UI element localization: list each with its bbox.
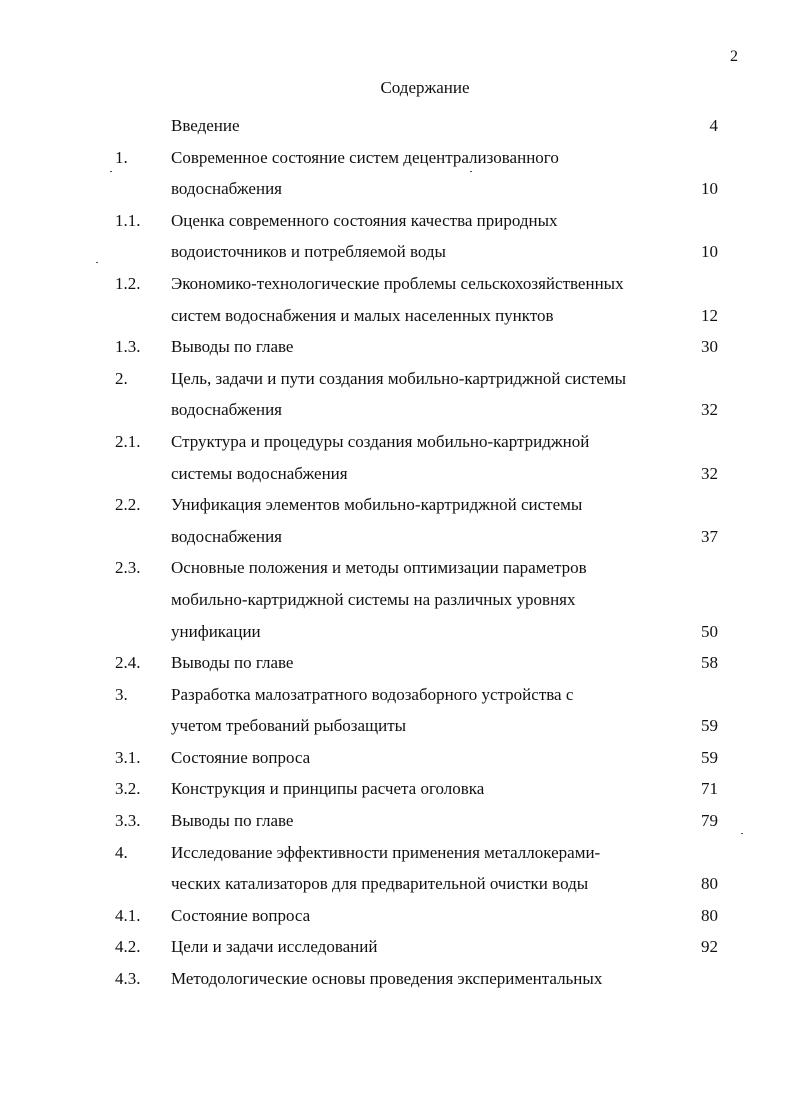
- toc-line: [0, 616, 794, 648]
- toc-entry-page: 12: [701, 305, 718, 325]
- toc-entry-title: водоисточников и потребляемой воды: [171, 242, 446, 262]
- toc-line: [0, 710, 794, 742]
- toc-entry-title: системы водоснабжения: [171, 463, 348, 483]
- toc-entry-number: 2.3.: [115, 558, 141, 578]
- toc-entry: [0, 742, 794, 774]
- toc-entry-page: 79: [701, 811, 718, 831]
- toc-entry-page: 32: [701, 463, 718, 483]
- toc-entry-title: Состояние вопроса: [171, 747, 311, 767]
- toc-entry-number: 2.4.: [115, 653, 141, 673]
- toc-entry-title: систем водоснабжения и малых населенных пунктов: [171, 305, 554, 325]
- toc-entry-page: 37: [701, 526, 718, 546]
- toc-entry-number: 1.: [115, 147, 128, 167]
- toc-line: [0, 426, 794, 458]
- toc-entry-number: 4.3.: [115, 969, 141, 989]
- toc-line: [0, 805, 794, 837]
- page-title: Содержание: [380, 78, 470, 97]
- toc-entry-title: Экономико-технологические проблемы сельскохозяйственных: [171, 273, 624, 293]
- toc-entry-title: Конструкция и принципы расчета оголовка: [171, 779, 485, 799]
- toc-entry-number: 4.: [115, 842, 128, 862]
- toc-entry: [0, 805, 794, 837]
- toc-entry-number: 4.1.: [115, 905, 141, 925]
- toc-entry-title: водоснабжения: [171, 400, 282, 420]
- toc-line: [0, 647, 794, 679]
- toc-entry: [0, 647, 794, 679]
- toc-entry-title: Выводы по главе: [171, 337, 294, 357]
- toc-entry: [0, 426, 794, 489]
- toc-line: [0, 363, 794, 395]
- toc-line: [0, 110, 794, 142]
- toc-entry-page: 92: [701, 937, 718, 957]
- toc-line: [0, 868, 794, 900]
- toc-entry: [0, 363, 794, 426]
- toc-entry-title: Выводы по главе: [171, 811, 294, 831]
- toc-entry-title: водоснабжения: [171, 526, 282, 546]
- toc-entry-title: унификации: [171, 621, 261, 641]
- toc-line: [0, 300, 794, 332]
- toc-entry-title: Основные положения и методы оптимизации параметров: [171, 558, 587, 578]
- toc-entry: [0, 931, 794, 963]
- toc-entry-title: Исследование эффективности применения металлокерами-: [171, 842, 601, 862]
- scan-speck: [470, 171, 472, 172]
- toc-line: [0, 742, 794, 774]
- toc-line: [0, 394, 794, 426]
- table-of-contents: [0, 110, 794, 995]
- toc-entry-page: 58: [701, 653, 718, 673]
- toc-entry-page: 59: [701, 716, 718, 736]
- toc-entry: [0, 205, 794, 268]
- toc-entry-page: 4: [709, 116, 718, 135]
- toc-entry-title: Структура и процедуры создания мобильно-картриджной: [171, 431, 590, 451]
- toc-entry-number: 2.: [115, 368, 128, 388]
- scan-speck: [741, 833, 743, 834]
- toc-entry-page: 32: [701, 400, 718, 420]
- toc-entry-title: Цели и задачи исследований: [171, 937, 378, 957]
- toc-entry-title: учетом требований рыбозащиты: [171, 716, 407, 736]
- toc-line: [0, 900, 794, 932]
- toc-entry-title: Современное состояние систем децентрализованного: [171, 147, 559, 167]
- toc-entry-title: мобильно-картриджной системы на различных уровнях: [171, 589, 576, 609]
- toc-line: [0, 205, 794, 237]
- toc-entry-number: 1.1.: [115, 210, 141, 230]
- toc-entry-page: 80: [701, 874, 718, 894]
- toc-entry-title: Разработка малозатратного водозаборного устройства с: [171, 684, 574, 704]
- toc-entry: [0, 837, 794, 900]
- toc-line: [0, 236, 794, 268]
- toc-line: [0, 142, 794, 174]
- toc-entry-number: 3.: [115, 684, 128, 704]
- toc-entry-page: 59: [701, 747, 718, 767]
- toc-entry: [0, 900, 794, 932]
- toc-entry: [0, 552, 794, 647]
- toc-entry-title: водоснабжения: [171, 179, 282, 199]
- toc-entry: [0, 773, 794, 805]
- toc-entry-title: Методологические основы проведения экспериментальных: [171, 969, 603, 989]
- toc-entry-title: Состояние вопроса: [171, 905, 311, 925]
- toc-entry: [0, 142, 794, 205]
- toc-entry-page: 71: [701, 779, 718, 799]
- toc-entry: [0, 268, 794, 331]
- toc-line: [0, 584, 794, 616]
- toc-line: [0, 679, 794, 711]
- toc-line: [0, 489, 794, 521]
- toc-entry-page: 30: [701, 337, 718, 357]
- scan-speck: [110, 171, 112, 172]
- toc-entry-number: 4.2.: [115, 937, 141, 957]
- toc-entry-page: 80: [701, 905, 718, 925]
- toc-entry-number: 3.2.: [115, 779, 141, 799]
- toc-entry-page: 10: [701, 242, 718, 262]
- toc-line: [0, 173, 794, 205]
- toc-line: [0, 963, 794, 995]
- page-number: 2: [730, 48, 738, 65]
- toc-line: [0, 552, 794, 584]
- toc-entry-number: 3.1.: [115, 747, 141, 767]
- toc-entry: [0, 331, 794, 363]
- scan-speck: [96, 262, 98, 263]
- toc-entry-title: Выводы по главе: [171, 653, 294, 673]
- toc-entry-number: 1.2.: [115, 273, 141, 293]
- toc-entry-number: 2.2.: [115, 495, 141, 515]
- toc-entry-title: Введение: [171, 116, 240, 135]
- toc-entry-number: 1.3.: [115, 337, 141, 357]
- toc-entry-title: Унификация элементов мобильно-картриджной системы: [171, 495, 583, 515]
- toc-entry-page: 50: [701, 621, 718, 641]
- toc-entry: [0, 679, 794, 742]
- toc-entry-number: 2.1.: [115, 431, 141, 451]
- toc-line: [0, 331, 794, 363]
- toc-line: [0, 773, 794, 805]
- toc-line: [0, 931, 794, 963]
- toc-entry: [0, 110, 794, 142]
- toc-line: [0, 521, 794, 553]
- toc-entry-page: 10: [701, 179, 718, 199]
- toc-entry-number: 3.3.: [115, 811, 141, 831]
- toc-entry-title: Цель, задачи и пути создания мобильно-картриджной системы: [171, 368, 627, 388]
- toc-entry-title: ческих катализаторов для предварительной очистки воды: [171, 874, 589, 894]
- toc-entry: [0, 489, 794, 552]
- toc-entry: [0, 963, 794, 995]
- toc-entry-title: Оценка современного состояния качества природных: [171, 210, 558, 230]
- toc-line: [0, 837, 794, 869]
- toc-line: [0, 458, 794, 490]
- toc-line: [0, 268, 794, 300]
